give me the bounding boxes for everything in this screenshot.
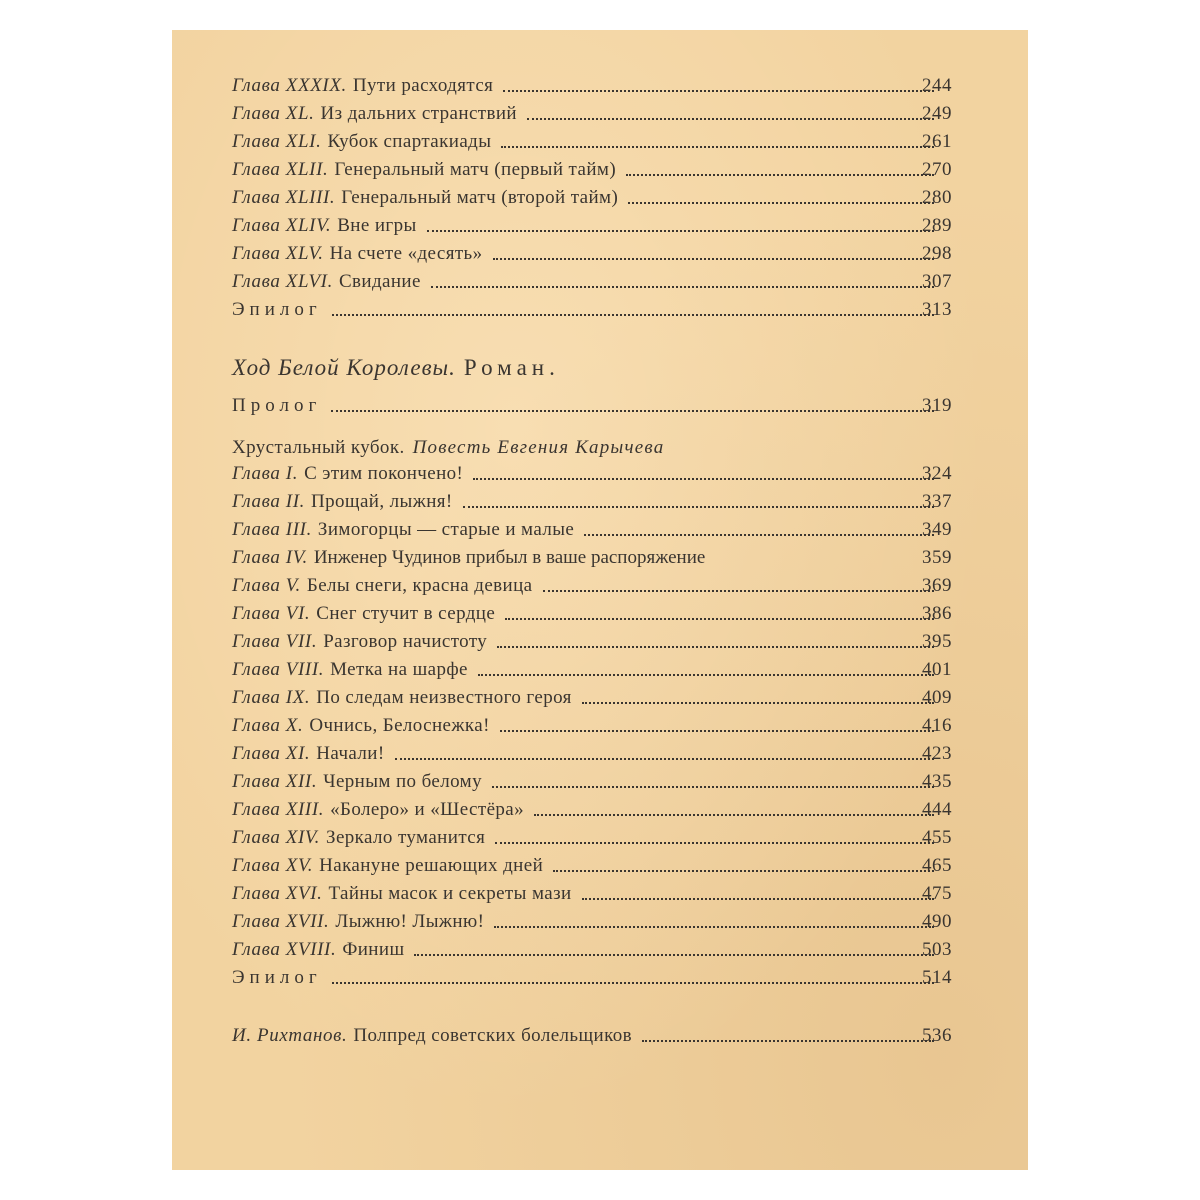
chapter-title: Генеральный матч (первый тайм) (334, 159, 617, 180)
novel-genre: Роман. (463, 355, 560, 380)
chapter-title: На счете «десять» (329, 243, 483, 264)
chapter-title: Финиш (342, 939, 405, 960)
dot-leader (626, 174, 934, 176)
chapter-number: Глава XIV. (232, 827, 321, 848)
page-number: 475 (922, 883, 952, 904)
toc-entry (232, 686, 952, 710)
novel-title: Ход Белой Королевы. (232, 355, 456, 380)
chapter-number: Глава XL. (232, 103, 315, 124)
chapter-title: Вне игры (337, 215, 417, 236)
dot-leader (553, 870, 934, 872)
dot-leader (495, 842, 934, 844)
article-title: Полпред советских болельщиков (353, 1025, 633, 1046)
toc-entry (232, 714, 952, 738)
page-number: 444 (922, 799, 952, 820)
toc-entry (232, 130, 952, 154)
toc-entry (232, 770, 952, 794)
chapter-title: Генеральный матч (второй тайм) (341, 187, 619, 208)
dot-leader (463, 506, 934, 508)
page-number: 359 (922, 547, 952, 568)
chapter-number: Глава IX. (232, 687, 311, 708)
chapter-title: Черным по белому (323, 771, 483, 792)
dot-leader (543, 590, 934, 592)
toc-entry (232, 546, 952, 570)
chapter-number: Глава VI. (232, 603, 311, 624)
page-number: 455 (922, 827, 952, 848)
toc-entry (232, 462, 952, 486)
chapter-title: Свидание (338, 271, 421, 292)
page-number: 490 (922, 911, 952, 932)
toc-entry (232, 1024, 952, 1048)
chapter-number: Глава XXXIX. (232, 75, 347, 96)
dot-leader (478, 674, 934, 676)
dot-leader (628, 202, 934, 204)
chapter-number: Глава VII. (232, 631, 318, 652)
toc-entry (232, 74, 952, 98)
toc-entry (232, 518, 952, 542)
epilogue-title: Эпилог (232, 299, 322, 320)
toc-entry (232, 158, 952, 182)
chapter-number: Глава II. (232, 491, 305, 512)
chapter-number: Глава XLIII. (232, 187, 336, 208)
page-number: 386 (922, 603, 952, 624)
page-number: 270 (922, 159, 952, 180)
toc-entry (232, 574, 952, 598)
chapter-number: Глава XLIV. (232, 215, 332, 236)
page-number: 435 (922, 771, 952, 792)
chapter-number: Глава XIII. (232, 799, 325, 820)
dot-leader (414, 954, 934, 956)
dot-leader (527, 118, 934, 120)
page-number: 319 (922, 395, 952, 416)
page-number: 307 (922, 271, 952, 292)
chapter-title: Разговор начистоту (323, 631, 488, 652)
dot-leader (497, 646, 934, 648)
page-number: 423 (922, 743, 952, 764)
page-number: 536 (922, 1025, 952, 1046)
chapter-number: Глава XVI. (232, 883, 323, 904)
toc-entry (232, 102, 952, 126)
chapter-title: Зеркало туманится (326, 827, 486, 848)
toc-entry (232, 242, 952, 266)
toc-entry (232, 270, 952, 294)
toc-entry (232, 938, 952, 962)
chapter-title: Кубок спартакиады (327, 131, 492, 152)
chapter-title: Инженер Чудинов прибыл в ваше распоряжение (313, 547, 706, 568)
chapter-title: Снег стучит в сердце (316, 603, 496, 624)
toc-entry (232, 854, 952, 878)
book-page (172, 30, 1028, 1170)
page-number: 289 (922, 215, 952, 236)
dot-leader (642, 1040, 934, 1042)
chapter-number: Глава III. (232, 519, 312, 540)
chapter-number: Глава I. (232, 463, 299, 484)
chapter-number: Глава XVII. (232, 911, 330, 932)
chapter-number: Глава XII. (232, 771, 318, 792)
toc-entry (232, 798, 952, 822)
toc-entry (232, 742, 952, 766)
toc-entry (232, 966, 952, 990)
chapter-title: Из дальних странствий (320, 103, 518, 124)
dot-leader (332, 982, 934, 984)
chapter-title: По следам неизвестного героя (316, 687, 572, 708)
dot-leader (473, 478, 934, 480)
dot-leader (332, 314, 934, 316)
toc-entry (232, 490, 952, 514)
toc-entry (232, 910, 952, 934)
chapter-number: Глава IV. (232, 547, 308, 568)
chapter-title: Прощай, лыжня! (311, 491, 453, 512)
dot-leader (395, 758, 934, 760)
dot-leader (494, 926, 934, 928)
chapter-title: Тайны масок и секреты мази (328, 883, 572, 904)
dot-leader (431, 286, 934, 288)
epilogue-title: Эпилог (232, 967, 322, 988)
page-number: 249 (922, 103, 952, 124)
dot-leader (505, 618, 934, 620)
dot-leader (492, 786, 934, 788)
page-number: 349 (922, 519, 952, 540)
page-number: 324 (922, 463, 952, 484)
chapter-number: Глава X. (232, 715, 304, 736)
dot-leader (503, 90, 934, 92)
chapter-title: Зимогорцы — старые и малые (317, 519, 575, 540)
dot-leader (500, 730, 934, 732)
toc-entry (232, 186, 952, 210)
dot-leader (493, 258, 934, 260)
author-name: И. Рихтанов. (232, 1025, 348, 1046)
page-number: 465 (922, 855, 952, 876)
dot-leader (584, 534, 934, 536)
chapter-number: Глава XLI. (232, 131, 322, 152)
chapter-title: Начали! (316, 743, 385, 764)
toc-entry (232, 214, 952, 238)
dot-leader (427, 230, 934, 232)
chapter-title: Белы снеги, красна девица (306, 575, 533, 596)
page-number: 514 (922, 967, 952, 988)
page-number: 244 (922, 75, 952, 96)
story-title: Хрустальный кубок. (232, 437, 405, 458)
dot-leader (501, 146, 934, 148)
chapter-title: Накануне решающих дней (319, 855, 544, 876)
chapter-title: С этим покончено! (304, 463, 464, 484)
page-number: 409 (922, 687, 952, 708)
toc-entry (232, 658, 952, 682)
page-number: 280 (922, 187, 952, 208)
chapter-number: Глава XI. (232, 743, 311, 764)
toc-entry (232, 630, 952, 654)
story-note: Повесть Евгения Карычева (412, 437, 665, 458)
chapter-title: Метка на шарфе (330, 659, 468, 680)
chapter-title: Очнись, Белоснежка! (309, 715, 490, 736)
story-heading (232, 436, 664, 460)
chapter-title: Пути расходятся (352, 75, 494, 96)
chapter-number: Глава V. (232, 575, 301, 596)
chapter-title: Лыжню! Лыжню! (335, 911, 485, 932)
chapter-number: Глава XVIII. (232, 939, 337, 960)
dot-leader (582, 702, 934, 704)
page-number: 298 (922, 243, 952, 264)
chapter-number: Глава XLV. (232, 243, 324, 264)
page-number: 503 (922, 939, 952, 960)
toc-entry (232, 298, 952, 322)
dot-leader (582, 898, 934, 900)
page-number: 416 (922, 715, 952, 736)
chapter-number: Глава XV. (232, 855, 314, 876)
chapter-number: Глава XLVI. (232, 271, 333, 292)
chapter-title: «Болеро» и «Шестёра» (330, 799, 525, 820)
page-number: 401 (922, 659, 952, 680)
chapter-number: Глава XLII. (232, 159, 329, 180)
chapter-number: Глава VIII. (232, 659, 325, 680)
page-number: 395 (922, 631, 952, 652)
toc-entry (232, 602, 952, 626)
novel-heading (232, 354, 560, 382)
page-number: 313 (922, 299, 952, 320)
dot-leader (534, 814, 934, 816)
page-number: 337 (922, 491, 952, 512)
page-number: 369 (922, 575, 952, 596)
toc-entry (232, 826, 952, 850)
toc-entry (232, 394, 952, 418)
toc-entry (232, 882, 952, 906)
page-number: 261 (922, 131, 952, 152)
dot-leader (331, 410, 934, 412)
prologue-title: Пролог (232, 395, 322, 416)
